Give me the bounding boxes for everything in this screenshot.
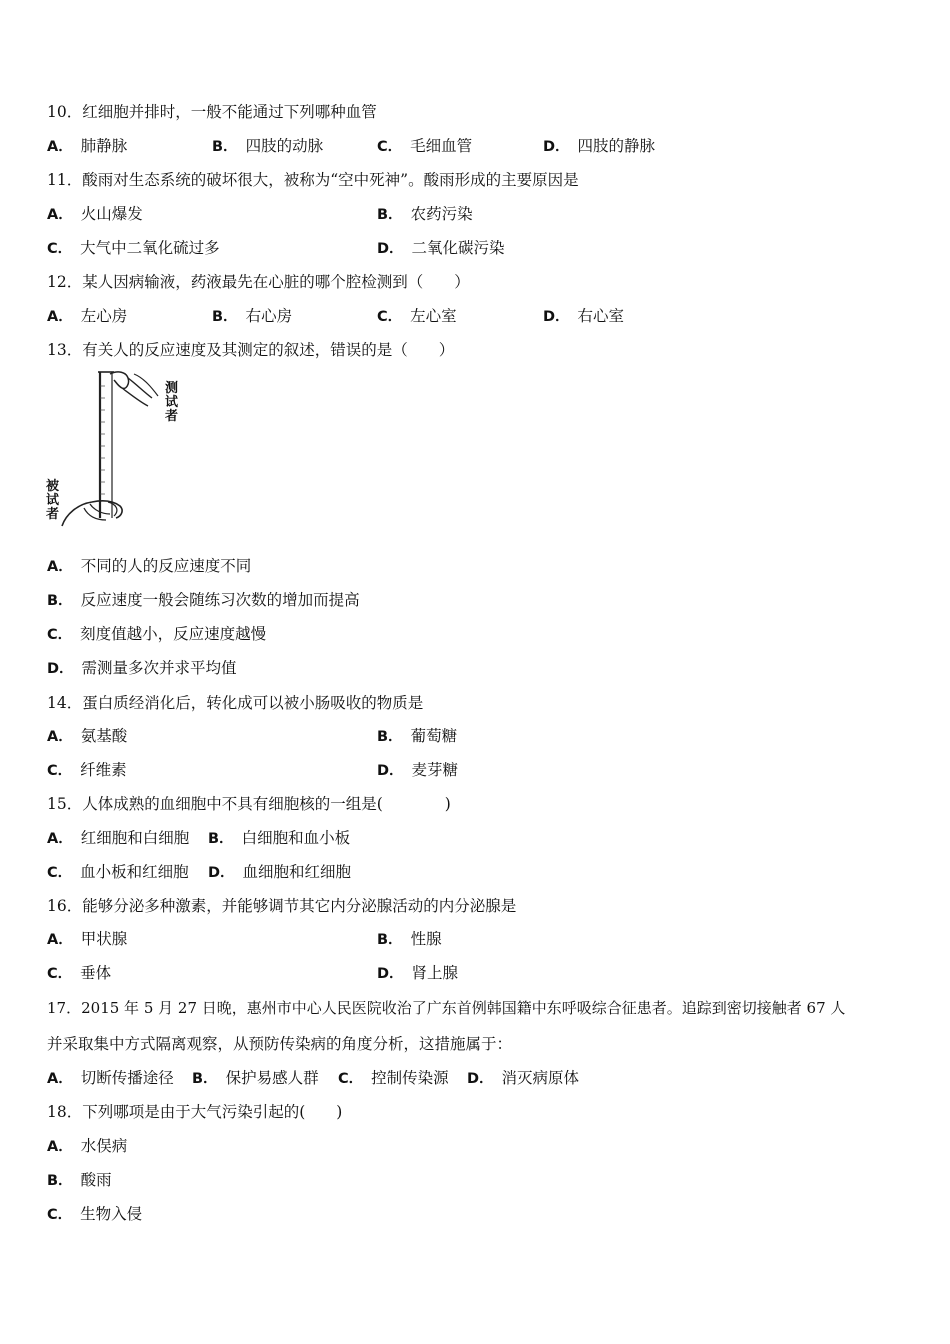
option-17-a: [47, 1068, 174, 1089]
option-text: 肺静脉: [80, 137, 128, 155]
option-13-b: [47, 590, 360, 611]
option-label: A．: [47, 139, 73, 155]
option-15-c: [47, 862, 189, 883]
option-text: 右心房: [245, 307, 293, 325]
option-text: 消灭病原体: [501, 1069, 580, 1087]
option-label: A．: [47, 1071, 73, 1087]
option-18-a: [47, 1136, 127, 1157]
option-text: 垂体: [80, 964, 112, 982]
option-text: 氨基酸: [80, 727, 128, 745]
option-text: 火山爆发: [80, 205, 143, 223]
option-13-a: [47, 556, 251, 577]
question-text: 红细胞并排时，一般不能通过下列哪种血管: [82, 103, 377, 121]
option-label: A．: [47, 729, 73, 745]
option-text: 四肢的动脉: [245, 137, 324, 155]
option-14-a: [47, 726, 127, 747]
question-17-stem-continued: [47, 1034, 512, 1054]
option-text: 生物入侵: [80, 1205, 143, 1223]
question-15-stem: 15．人体成熟的血细胞中不具有细胞核的一组是( ): [47, 795, 451, 813]
option-label: B．: [47, 593, 73, 609]
reaction-test-figure: [44, 368, 194, 530]
option-label: B．: [192, 1071, 218, 1087]
option-16-d: [377, 963, 458, 984]
option-label: C．: [47, 1207, 73, 1223]
question-18-stem: 18．下列哪项是由于大气污染引起的( ): [47, 1103, 343, 1121]
option-10-d: [543, 136, 655, 157]
option-10-a: [47, 136, 127, 157]
option-label: C．: [377, 309, 403, 325]
option-label: D．: [467, 1071, 494, 1087]
option-label: A．: [47, 207, 73, 223]
option-label: A．: [47, 309, 73, 325]
question-number: 17: [47, 999, 67, 1017]
option-text: 右心室: [577, 307, 625, 325]
option-16-c: [47, 963, 111, 984]
question-13-stem: 13．有关人的反应速度及其测定的叙述，错误的是（ ）: [47, 341, 455, 359]
question-text: 2015 年 5 月 27 日晚，惠州市中心人民医院收治了广东首例韩国籍中东呼吸综合征患者。追踪到密切接触者 67 人: [81, 999, 846, 1017]
question-number: 10: [47, 103, 67, 121]
option-label: A．: [47, 831, 73, 847]
option-text: 需测量多次并求平均值: [81, 659, 237, 677]
question-text: 蛋白质经消化后，转化成可以被小肠吸收的物质是: [82, 694, 424, 712]
option-18-b: [47, 1170, 112, 1191]
option-text: 血小板和红细胞: [80, 863, 189, 881]
option-15-b: [208, 828, 350, 849]
question-text-continued: 并采取集中方式隔离观察，从预防传染病的角度分析，这措施属于：: [47, 1035, 513, 1053]
question-14-stem: 14．蛋白质经消化后，转化成可以被小肠吸收的物质是: [47, 694, 424, 712]
option-text: 酸雨: [80, 1171, 112, 1189]
option-text: 左心房: [80, 307, 128, 325]
option-12-c: [377, 306, 457, 327]
option-label: B．: [208, 831, 234, 847]
option-text: 水俣病: [80, 1137, 128, 1155]
option-13-c: [47, 624, 266, 645]
option-label: B．: [47, 1173, 73, 1189]
option-label: A．: [47, 559, 73, 575]
option-15-a: [47, 828, 189, 849]
option-label: B．: [377, 932, 403, 948]
option-15-d: [208, 862, 351, 883]
question-11-stem: 11．酸雨对生态系统的破坏很大，被称为“空中死神”。酸雨形成的主要原因是: [47, 171, 579, 189]
option-17-d: [467, 1068, 579, 1089]
question-number: 12: [47, 273, 67, 291]
option-text: 二氧化碳污染: [411, 239, 505, 257]
question-text: 有关人的反应速度及其测定的叙述，错误的是（ ）: [82, 341, 455, 359]
question-text: 人体成熟的血细胞中不具有细胞核的一组是( ): [82, 795, 451, 813]
option-17-b: [192, 1068, 319, 1089]
option-text: 控制传染源: [371, 1069, 449, 1087]
question-text: 能够分泌多种激素，并能够调节其它内分泌腺活动的内分泌腺是: [82, 897, 517, 915]
option-16-a: [47, 929, 127, 950]
option-label: C．: [338, 1071, 364, 1087]
option-text: 切断传播途径: [80, 1069, 174, 1087]
option-label: C．: [377, 139, 403, 155]
question-12-stem: 12．某人因病输液，药液最先在心脏的哪个腔检测到（ ）: [47, 273, 470, 291]
option-label: C．: [47, 627, 73, 643]
question-10-stem: 10．红细胞并排时，一般不能通过下列哪种血管: [47, 103, 377, 121]
option-label: D．: [208, 865, 235, 881]
option-11-a: [47, 204, 143, 225]
option-18-c: [47, 1204, 142, 1225]
option-text: 毛细血管: [410, 137, 473, 155]
option-12-b: [212, 306, 292, 327]
question-number: 13: [47, 341, 67, 359]
option-label: C．: [47, 763, 73, 779]
option-text: 不同的人的反应速度不同: [80, 557, 252, 575]
question-text: 某人因病输液，药液最先在心脏的哪个腔检测到（ ）: [82, 273, 470, 291]
option-text: 红细胞和白细胞: [80, 829, 190, 847]
option-text: 四肢的静脉: [577, 137, 656, 155]
option-label: D．: [377, 966, 404, 982]
option-label: C．: [47, 865, 73, 881]
option-text: 葡萄糖: [410, 727, 458, 745]
option-text: 甲状腺: [80, 930, 128, 948]
option-text: 反应速度一般会随练习次数的增加而提高: [80, 591, 360, 609]
question-number: 16: [47, 897, 67, 915]
option-label: A．: [47, 1139, 73, 1155]
option-text: 白细胞和血小板: [241, 829, 351, 847]
option-label: D．: [377, 241, 404, 257]
question-number: 18: [47, 1103, 67, 1121]
option-10-c: [377, 136, 472, 157]
option-label: C．: [47, 241, 73, 257]
option-text: 农药污染: [410, 205, 473, 223]
option-12-d: [543, 306, 624, 327]
option-14-b: [377, 726, 457, 747]
option-11-b: [377, 204, 473, 225]
option-text: 麦芽糖: [411, 761, 459, 779]
option-text: 性腺: [410, 930, 442, 948]
question-17-stem: 17．2015 年 5 月 27 日晚，惠州市中心人民医院收治了广东首例韩国籍中东呼吸综合征患者。追踪到密切接触者 67 人: [47, 999, 846, 1017]
question-text: 酸雨对生态系统的破坏很大，被称为“空中死神”。酸雨形成的主要原因是: [82, 171, 579, 189]
option-16-b: [377, 929, 442, 950]
option-label: D．: [543, 309, 570, 325]
option-text: 纤维素: [80, 761, 127, 779]
option-14-c: [47, 760, 127, 781]
option-label: C．: [47, 966, 73, 982]
option-17-c: [338, 1068, 449, 1089]
option-label: B．: [377, 729, 403, 745]
question-16-stem: 16．能够分泌多种激素，并能够调节其它内分泌腺活动的内分泌腺是: [47, 897, 517, 915]
option-12-a: [47, 306, 127, 327]
option-label: D．: [377, 763, 404, 779]
question-number: 15: [47, 795, 67, 813]
option-text: 左心室: [410, 307, 457, 325]
option-11-d: [377, 238, 505, 259]
option-10-b: [212, 136, 323, 157]
option-label: D．: [543, 139, 570, 155]
option-label: B．: [212, 139, 238, 155]
question-text: 下列哪项是由于大气污染引起的( ): [82, 1103, 343, 1121]
option-label: B．: [212, 309, 238, 325]
question-number: 11: [47, 171, 67, 189]
option-text: 保护易感人群: [225, 1069, 319, 1087]
option-label: B．: [377, 207, 403, 223]
option-label: A．: [47, 932, 73, 948]
subject-label: 被试者: [46, 479, 60, 522]
option-text: 肾上腺: [411, 964, 459, 982]
option-13-d: [47, 658, 237, 679]
question-number: 14: [47, 694, 67, 712]
option-text: 大气中二氧化硫过多: [80, 239, 220, 257]
option-11-c: [47, 238, 220, 259]
option-label: D．: [47, 661, 74, 677]
tester-label: 测试者: [165, 381, 179, 424]
option-text: 刻度值越小，反应速度越慢: [80, 625, 267, 643]
option-14-d: [377, 760, 458, 781]
option-text: 血细胞和红细胞: [242, 863, 352, 881]
